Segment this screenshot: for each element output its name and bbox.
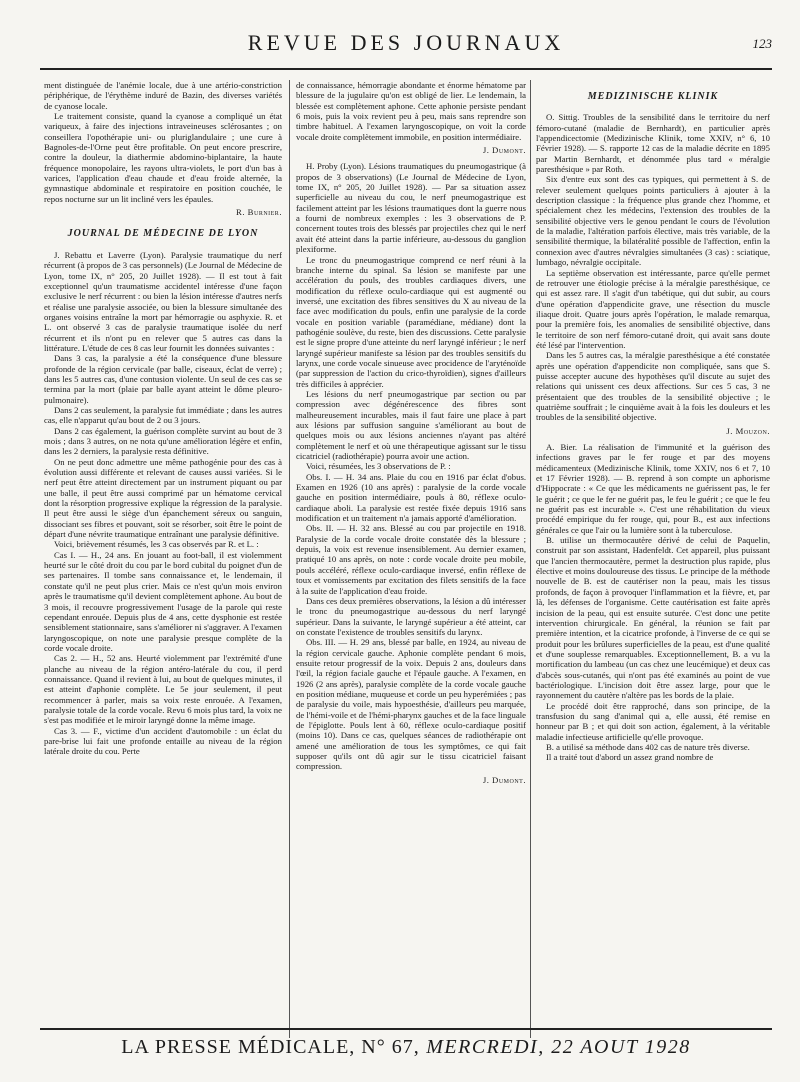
article-intro: A. Bier. La réalisation de l'immunité et la guérison des infections graves par le fer rouge et par des moyens médicamenteux (Medizinische Klinik, tome XXIV, nos 6 et 7, 10 et 17 Février 1928). — B. reprend à son compte un aphorisme d'Hippocrate : « Ce que les médicaments ne guérissent pas, le fer le guérit ; ce que le fer ne guérit pas, le feu le guérit ; ce que le feu ne guérit pas est incurable ». C'est une réhabilitation du vieux procédé empirique du fer rouge, qui, pour B., est aux infections générales ce que l'air ou la lumière sont à la tuberculose.: [536, 442, 770, 535]
footer-date: MERCREDI, 22 AOUT 1928: [426, 1036, 691, 1058]
paragraph: Le procédé doit être rapproché, dans son principe, de la transfusion du sang d'animal qui a, elle aussi, été remise en honneur par B ; et qui doit son action, également, à la véritable maladie infectieuse artificielle qu'elle provoque.: [536, 700, 770, 742]
case-report: Cas 3. — F., victime d'un accident d'automobile : un éclat du pare-brise lui fait une profonde entaille au niveau de la région latérale droite du cou. Perte: [44, 725, 282, 757]
column-middle: [296, 80, 526, 1018]
article-intro: J. Rebattu et Laverre (Lyon). Paralysie traumatique du nerf récurrent (à propos de 3 cas personnels) (Le Journal de Médecine de Lyon, tome IX, n° 205, 20 Juillet 1928). — Il est tout à fait exceptionnel qu'un traumatisme accidentel intéresse d'une façon exclusive le nerf récurrent : ou bien la lésion intéresse d'autres nerfs et réalise une paralysie associée, ou bien la blessure simultanée des organes voisins entraîne la mort par hémorragie ou asphyxie. R. et L. ont observé 3 cas de paralysie traumatique isolée du nerf récurrent et ils n'ont pu en relever que 5 autres cas dans la littérature. L'étude de ces 8 cas leur fournit les données suivantes :: [44, 249, 282, 353]
paragraph: La septième observation est intéressante, parce qu'elle permet de retrouver une étiologie précise à la méralgie paresthésique, ce qui est assez rare. Il s'agit d'un tabétique, qui dut subir, au cours d'une opération d'appendicite grave, une résection du muscle iliaque droit. Quatre jours après l'opération, le malade remarqua, pour la première fois, les anomalies de sensibilité objective, dans le territoire de son nerf fémoro-cutané droit, qui avait sans doute été lésé par l'intervention.: [536, 267, 770, 350]
footer-text: [40, 1036, 772, 1059]
page-footer: [40, 1028, 772, 1066]
paragraph: Dans 3 cas, la paralysie a été la conséquence d'une blessure profonde de la région cervicale (par balle, ciseaux, éclat de verre) ; dans les 5 autres cas, d'une contusion violente. Un seul de ces cas se termina par la mort (plaie par balle ayant atteint le dôme pleuro-pulmonaire).: [44, 353, 282, 405]
article-intro: H. Proby (Lyon). Lésions traumatiques du pneumogastrique (à propos de 3 observations) (Le Journal de Médecine de Lyon, tome IX, n° 205, 20 Juillet 1928). — Par sa situation assez superficielle au niveau du cou, le nerf pneumogastrique est facilement atteint par les lésions traumatiques dont la guerre nous a fourni de nombreux exemples : les 3 observations de P. concernent toutes trois des blessés par projectiles chez qui le nerf avait été atteint dans la partie inférieure, au-dessous du ganglion plexiforme.: [296, 161, 526, 255]
case-report: Dans ces deux premières observations, la lésion a dû intéresser le tronc du pneumogastrique au-dessous du nerf laryngé supérieur. Dans la suivante, le laryngé supérieur a été atteint, car on constate l'existence de troubles sensitifs du larynx.: [296, 595, 526, 637]
column-rule-right: [530, 80, 531, 1038]
author-signature: J. Dumont.: [482, 774, 526, 785]
article-intro: O. Sittig. Troubles de la sensibilité dans le territoire du nerf fémoro-cutané (maladie de Bernhardt), en particulier après l'appendicectomie (Medizinische Klinik, tome XXIV, n° 6, 10 Février 1928). — S. rapporte 12 cas de la maladie décrite en 1895 par Martin Bernhardt, et dénommée plus tard « méralgie paresthésique » par Roth.: [536, 112, 770, 175]
footer-issue: LA PRESSE MÉDICALE, N° 67,: [121, 1036, 420, 1058]
case-report: Cas 2. — H., 52 ans. Heurté violemment par l'extrémité d'une planche au niveau de la région antéro-latérale du cou, il perd connaissance. Quand il revient à lui, au bout de quelques minutes, il est atteint d'aphonie complète. Le 5e jour seulement, il peut recommencer à parler, mais sa voix reste enrouée. A l'examen, paralysie totale de la corde vocale. Revu 6 mois plus tard, la voix ne s'est pas modifiée et le miroir laryngé donne la même image.: [44, 653, 282, 726]
paragraph: On ne peut donc admettre une même pathogénie pour des cas à évolution aussi différente et relevant de causes aussi variées. Si le nerf peut être atteint directement par un instrument piquant ou par une balle, il peut être aussi comprimé par un hématome cervical dont la résorption progressive explique la régression de la paralysie. Il peut être aussi le siège d'un épanchement séreux ou sanguin, dissociant ses fibres et pouvant, soit se résorber, soit être le point de départ d'une névrite traumatique entraînant une paralysie définitive.: [44, 456, 282, 540]
column-right: [536, 80, 770, 1018]
page-header: [40, 30, 772, 70]
column-left: [44, 80, 282, 1018]
column-rule-left: [289, 80, 290, 1038]
section-title: JOURNAL DE MÉDECINE DE LYON: [67, 228, 259, 240]
paragraph: B. utilise un thermocautère dérivé de celui de Paquelin, construit par son assistant, Hadenfeldt. Cet appareil, plus puissant que l'ancien thermocautère, permet la destruction plus rapide, plus élective et moins douloureuse des tissus. Le principe de la méthode nouvelle de B. est de cautériser non la peau, mais les tissus profonds, de façon à provoquer l'inflammation et la fièvre, et, par là, les défenses de l'organisme. Cette cautérisation est faite après incision de la peau, qui est ensuite suturée. C'est donc une petite intervention chirurgicale. En général, la réunion se fait par première intention, et la cicatrice profonde, à l'inverse de ce qui se produit pour les brûlures superficielles de la peau, est d'une qualité et d'une souplesse remarquables. Exceptionnellement, B. a vu la mortification du lambeau (un cas chez une leucémique) et deux cas d'abcès sous-cutanés, qui n'ont pas été examinés au point de vue bactériologique. L'incision doit être assez large, pour que le rayonnement du cautère n'altère pas les bords de la plaie.: [536, 535, 770, 701]
paragraph: Six d'entre eux sont des cas typiques, qui permettent à S. de relever seulement quelques points particuliers à ajouter à la description classique : la fréquence plus grande chez l'homme, et spécialement chez les médecins, l'extension des troubles de la sensibilité objective vers le genou pendant le cours de l'évolution de la maladie, l'altération parfois élective, mais très variable, de la sensibilité thermique, la bilatéralité possible de l'affection, enfin la connexion avec d'autres névralgies simultanées (3 cas) : sciatique, lumbago, névralgie occipitale.: [536, 174, 770, 268]
paragraph: Il a traité tout d'abord un assez grand nombre de: [546, 752, 714, 763]
author-signature: J. Mouzon.: [726, 425, 770, 436]
case-report: Obs. II. — H. 32 ans. Blessé au cou par projectile en 1918. Paralysie de la corde vocale droite constatée dès la blessure ; depuis, la voix est revenue insensiblement. Au dernier examen, pratiqué 10 ans après, on note : corde vocale droite peu mobile, pouls accéléré, réflexe oculo-cardiaque inversé, enfin réflexe de toux et vomissements par excitation des filets sensitifs de la face à la suite de l'application d'eau froide.: [296, 523, 526, 596]
journal-title: REVUE DES JOURNAUX: [247, 30, 565, 55]
paragraph: Les lésions du nerf pneumogastrique par section ou par compression avec dégénérescence des fibres sont malheureusement incurables, mais il faut faire une place à part aux lésions par suffusion sanguine s'améliorant au bout de quelques mois ou aux lésions anciennes n'ayant pas altéré complètement le nerf et où une thérapeutique agissant sur le tissu cicatriciel (radiothérapie) pourra avoir une action.: [296, 388, 526, 462]
paragraph: Dans 2 cas seulement, la paralysie fut immédiate ; dans les autres cas, elle n'apparut qu'au bout de 2 ou 3 jours.: [44, 404, 282, 426]
author-signature: R. Burnier.: [236, 207, 282, 218]
paragraph: Dans les 5 autres cas, la méralgie paresthésique a été constatée après une opération d'appendicite non compliquée, sans que S. puisse accepter aucune des hypothèses qu'il discute au sujet des relations qui unissent ces deux affections. Sur ces 5 cas, 3 ne présentaient que des troubles de la sensibilité objective ; le quatrième souffrait ; le cinquième avait à la fois les douleurs et les troubles de la sensibilité objective.: [536, 350, 770, 423]
paragraph: Dans 2 cas également, la guérison complète survint au bout de 3 mois ; dans 3 autres, on ne nota qu'une amélioration légère et enfin, dans les 2 derniers, la paralysie resta définitive.: [44, 425, 282, 457]
paragraph: B. a utilisé sa méthode dans 402 cas de nature très diverse.: [546, 741, 750, 752]
author-signature: J. Dumont.: [482, 145, 526, 156]
page-number: 123: [752, 36, 772, 51]
case-report: Cas I. — H., 24 ans. En jouant au foot-ball, il est violemment heurté sur le côté droit du cou par le bord cubital du poignet d'un de ses partenaires. Il tombe sans connaissance et, le lendemain, il constate qu'il ne peut plus crier. Mais ce n'est qu'un mois environ après le traumatisme qu'il devient complètement aphone. Au bout de 3 mois, il recouvre progressivement l'usage de la parole qui reste cependant enrouée. Depuis plus de 4 ans, cette dysphonie est restée sensiblement stationnaire, sans s'améliorer ni s'aggraver. A l'examen laryngoscopique, on note une paralysie presque complète de la corde vocale droite.: [44, 549, 282, 653]
paragraph: de connaissance, hémorragie abondante et énorme hématome par blessure de la jugulaire qu'on est obligé de lier. Le lendemain, la blessée est complètement aphone. Cette aphonie persiste pendant 6 mois, puis la voix revient peu à peu, mais sans reprendre son timbre habituel. A l'examen laryngoscopique, on voit la corde vocale droite complètement immobile, en position intermédiaire.: [296, 80, 526, 142]
paragraph: Voici, résumées, les 3 observations de P. :: [306, 461, 451, 472]
paragraph: ment distinguée de l'anémie locale, due à une artério-constriction périphérique, de l'érythème induré de Bazin, des diverses variétés de cyanose locale.: [44, 80, 282, 111]
paragraph: Voici, brièvement résumés, les 3 cas observés par R. et L. :: [54, 539, 259, 550]
case-report: Obs. I. — H. 34 ans. Plaie du cou en 1916 par éclat d'obus. Examen en 1926 (10 ans après) : paralysie de la corde vocale gauche en position intermédiaire, pouls à 80, réflexe oculo-cardiaque aboli. La paralysie est restée fixée depuis 1916 sans modification et un traitement n'a jamais apporté d'amélioration.: [296, 471, 526, 524]
section-title: MEDIZINISCHE KLINIK: [587, 91, 719, 102]
case-report: Obs. III. — H. 29 ans, blessé par balle, en 1924, au niveau de la région cervicale gauche. Aphonie complète pendant 6 mois, ensuite retour progressif de la voix. Depuis 2 ans, douleurs dans l'œil, la région faciale gauche et l'épaule gauche. A l'examen, en 1926 (2 ans après), paralysie complète de la corde vocale gauche en position médiane, muqueuse et corde un peu hyperémiées ; pas de paralysie du voile, mais hypoesthésie, d'ailleurs peu marquée, de l'hémi-voile et de l'hémi-pharynx gauches et de la face linguale de l'épiglotte. Pouls lent à 60, réflexe oculo-cardiaque positif (moins 10). Dans ce cas, quelques séances de radiothérapie ont amené une amélioration de tous les symptômes, ce qui fait supposer qu'ils ont dû agir sur le tissu cicatriciel faisant compression.: [296, 637, 526, 772]
paragraph: Le tronc du pneumogastrique comprend ce nerf réuni à la branche interne du spinal. Sa lésion se manifeste par une accélération du pouls, des troubles cardiaques divers, une modification du réflexe oculo-cardiaque qui est augmenté ou inversé, une excitation des fibres sensitives du X au niveau de la face avec modification du pouls, enfin une paralysie de la corde vocale en position variable (paramédiane, médiane) dont la pathogénie soulève, du reste, bien des discussions. Cette paralysie est le signe propre d'une atteinte du nerf laryngé inférieur ; le nerf laryngé supérieur manifeste sa lésion par des troubles sensitifs du larynx, une corde vocale sinueuse avec procidence de l'aryténoïde (par suppression de l'action du crico-thyroïdien), signes d'ailleurs très difficiles à apprécier.: [296, 254, 526, 389]
paragraph: Le traitement consiste, quand la cyanose a compliqué un état variqueux, à faire des injections intraveineuses sclérosantes ; on conseillera l'opothérapie uni- ou pluriglandulaire ; une cure à Bagnoles-de-l'Orne peut être profitable. On peut encore prescrire, contre la douleur, la diathermie abdomino-biplantaire, la haute fréquence monopolaire, les rayons ultra-violets, le port d'un bas à varices, l'application d'eau chaude et d'eau froide alternée, la gymnastique abdominale et respiratoire en position couchée, le repos nocturne sur un lit incliné vers les épaules.: [44, 111, 282, 204]
